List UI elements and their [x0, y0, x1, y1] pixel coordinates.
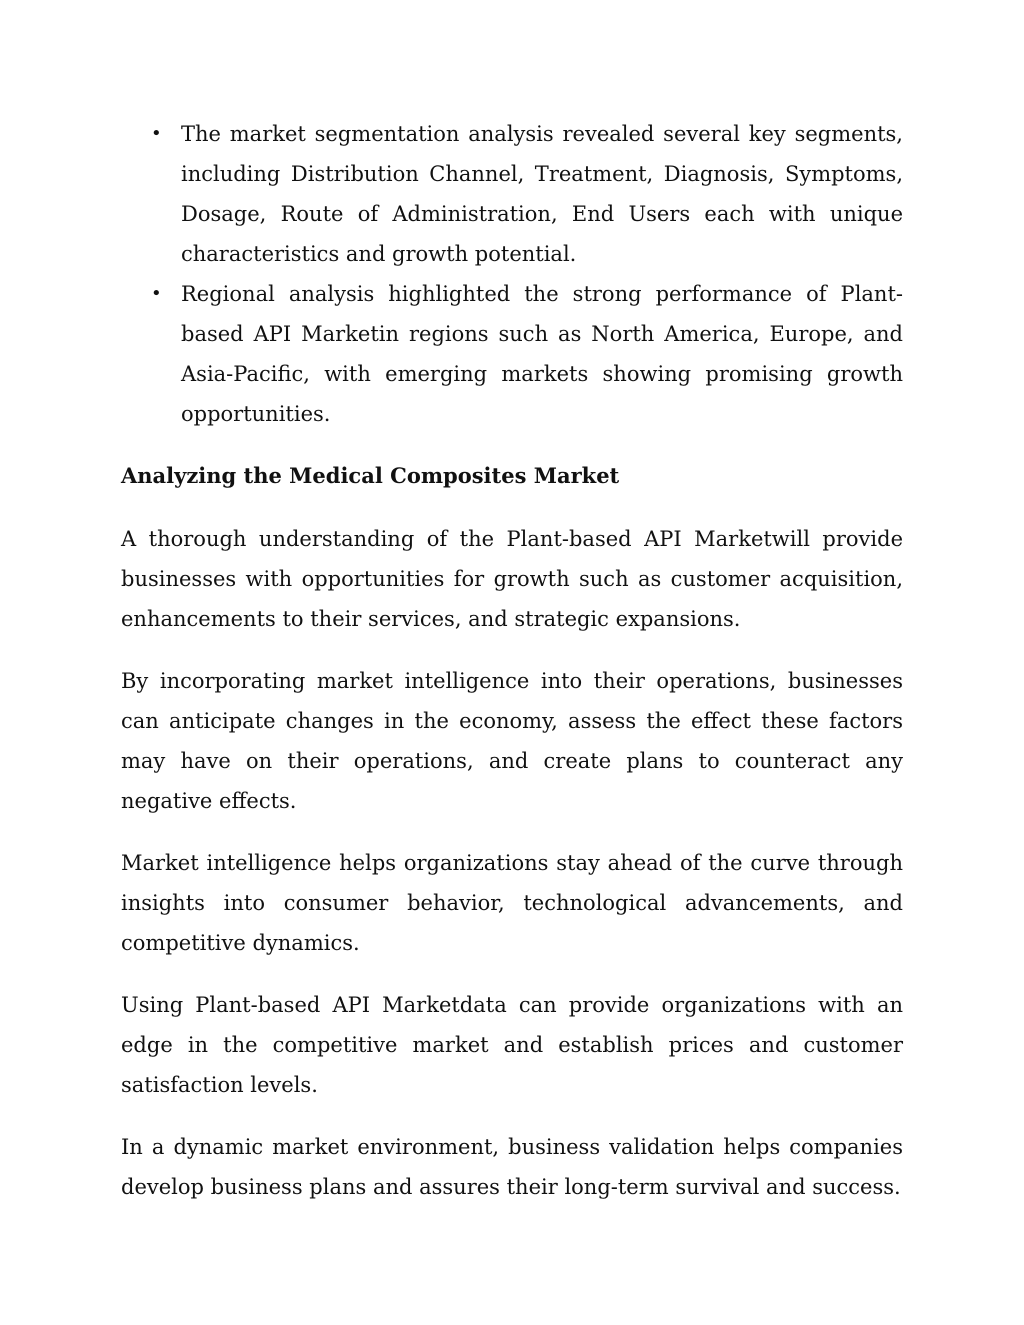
bullet-list	[121, 114, 903, 434]
paragraph: Market intelligence helps organizations stay ahead of the curve through insights into consumer behavior, technological advancements, and competitive dynamics.	[121, 851, 903, 955]
list-item	[121, 274, 903, 434]
paragraph: Using Plant-based API Marketdata can provide organizations with an edge in the competitive market and establish prices and customer satisfaction levels.	[121, 993, 903, 1097]
bullet-icon: •	[151, 123, 162, 144]
list-item	[121, 114, 903, 274]
paragraph: A thorough understanding of the Plant-based API Marketwill provide businesses with opportunities for growth such as customer acquisition, enhancements to their services, and strategic expansions.	[121, 527, 903, 631]
paragraph: By incorporating market intelligence into their operations, businesses can anticipate changes in the economy, assess the effect these factors may have on their operations, and create plans to counteract any negative effects.	[121, 669, 903, 813]
bullet-text: Regional analysis highlighted the strong performance of Plant-based API Marketin regions such as North America, Europe, and Asia-Pacific, with emerging markets showing promising growth opportunities.	[181, 282, 903, 426]
document-page	[121, 114, 903, 1207]
paragraph: In a dynamic market environment, business validation helps companies develop business plans and assures their long-term survival and success.	[121, 1135, 903, 1199]
section-heading: Analyzing the Medical Composites Market	[121, 463, 620, 488]
bullet-icon: •	[151, 283, 162, 304]
bullet-text: The market segmentation analysis revealed several key segments, including Distribution Channel, Treatment, Diagnosis, Symptoms, Dosage, Route of Administration, End Users each with unique characteristics and growth potential.	[181, 122, 903, 266]
